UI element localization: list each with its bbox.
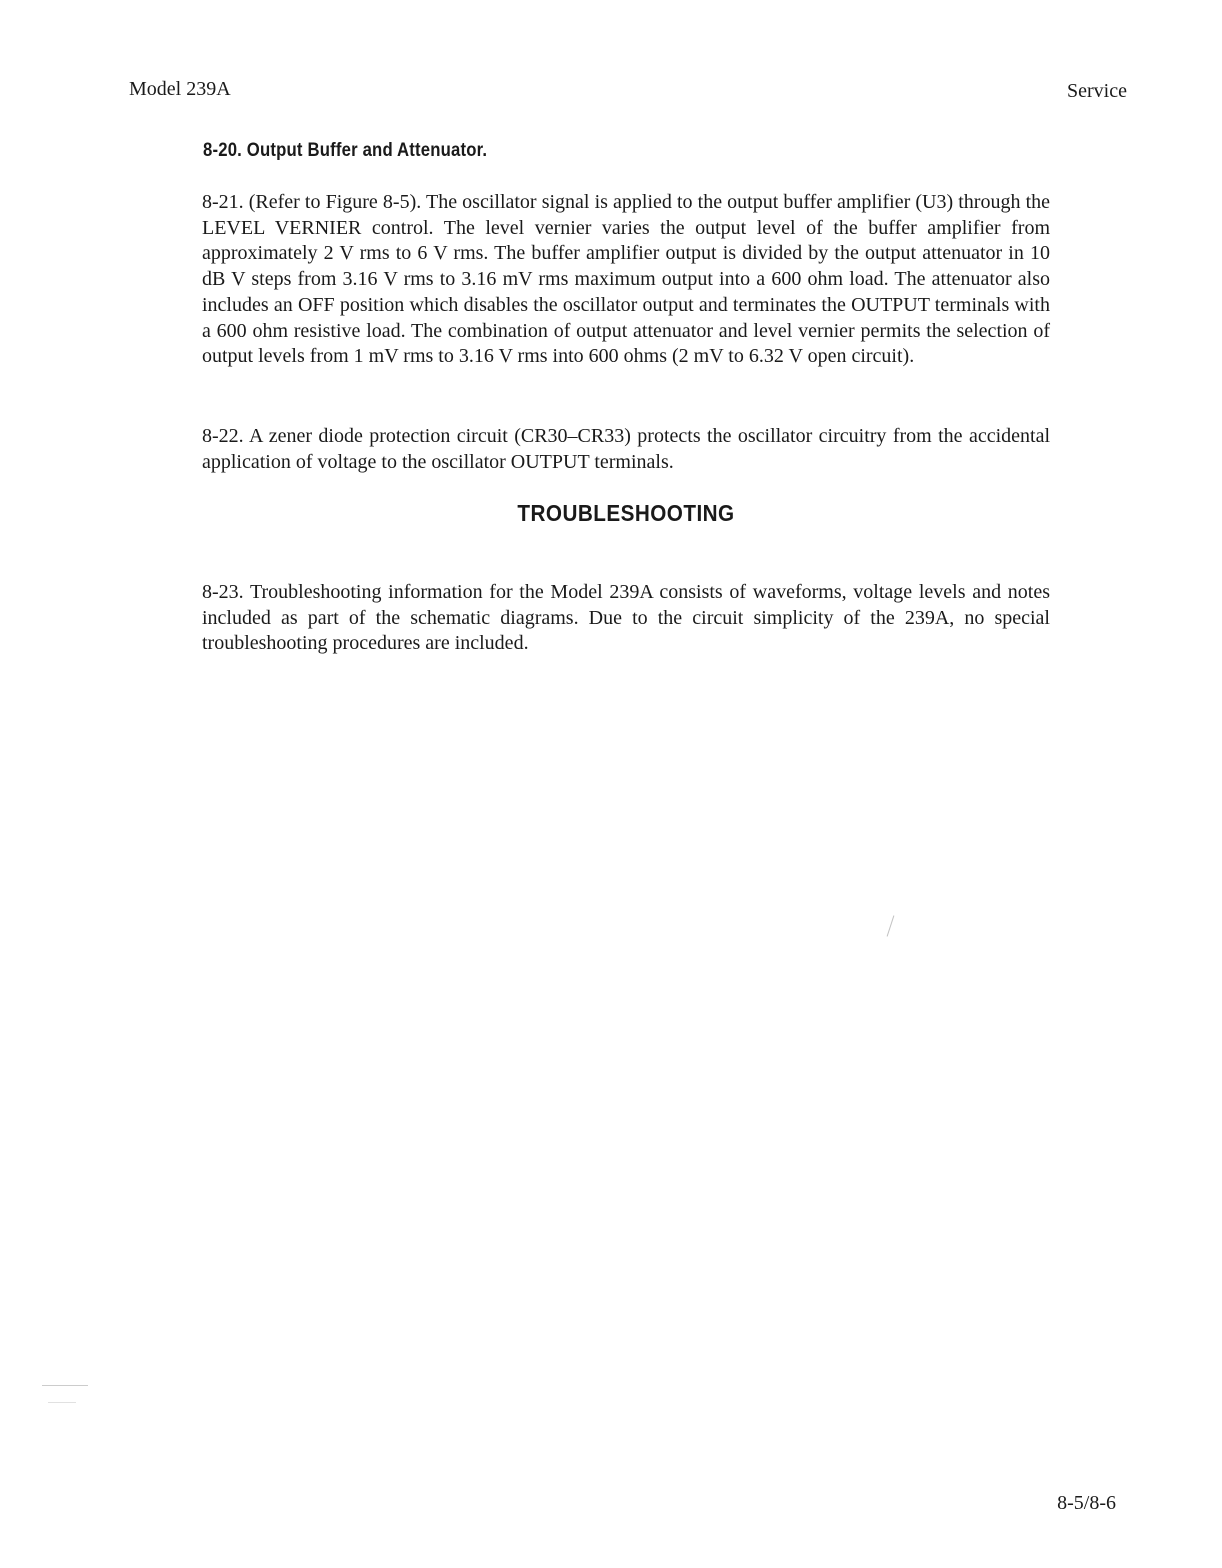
scan-mark: [48, 1402, 76, 1403]
paragraph-8-21: 8-21. (Refer to Figure 8-5). The oscillator signal is applied to the output buffer amplifier (U3) through the LEVEL VERNIER control. The level vernier varies the output level of the buffer amplifier from approximately 2 V rms to 6 V rms. The buffer amplifier output is divided by the output attenuator in 10 dB V steps from 3.16 V rms to 3.16 mV rms maximum output into a 600 ohm load. The attenuator also includes an OFF position which disables the oscillator output and terminates the OUTPUT terminals with a 600 ohm resistive load. The combination of output attenuator and level vernier permits the selection of output levels from 1 mV rms to 3.16 V rms into 600 ohms (2 mV to 6.32 V open circuit).: [202, 191, 1050, 368]
paragraph-8-23: 8-23. Troubleshooting information for the Model 239A consists of waveforms, voltage levels and notes included as part of the schematic diagrams. Due to the circuit simplicity of the 239A, no special troubleshooting procedures are included.: [202, 581, 1050, 655]
header-model: Model 239A: [129, 78, 231, 100]
header-section: Service: [1067, 80, 1127, 102]
paragraph-8-22: 8-22. A zener diode protection circuit (CR30–CR33) protects the oscillator circuitry from the accidental application of voltage to the oscillator OUTPUT terminals.: [202, 425, 1050, 473]
page-number: 8-5/8-6: [1057, 1492, 1116, 1514]
troubleshooting-heading: TROUBLESHOOTING: [517, 500, 735, 526]
section-heading: 8-20. Output Buffer and Attenuator.: [203, 140, 488, 161]
scan-mark: [42, 1385, 88, 1386]
scan-mark: [887, 915, 895, 936]
